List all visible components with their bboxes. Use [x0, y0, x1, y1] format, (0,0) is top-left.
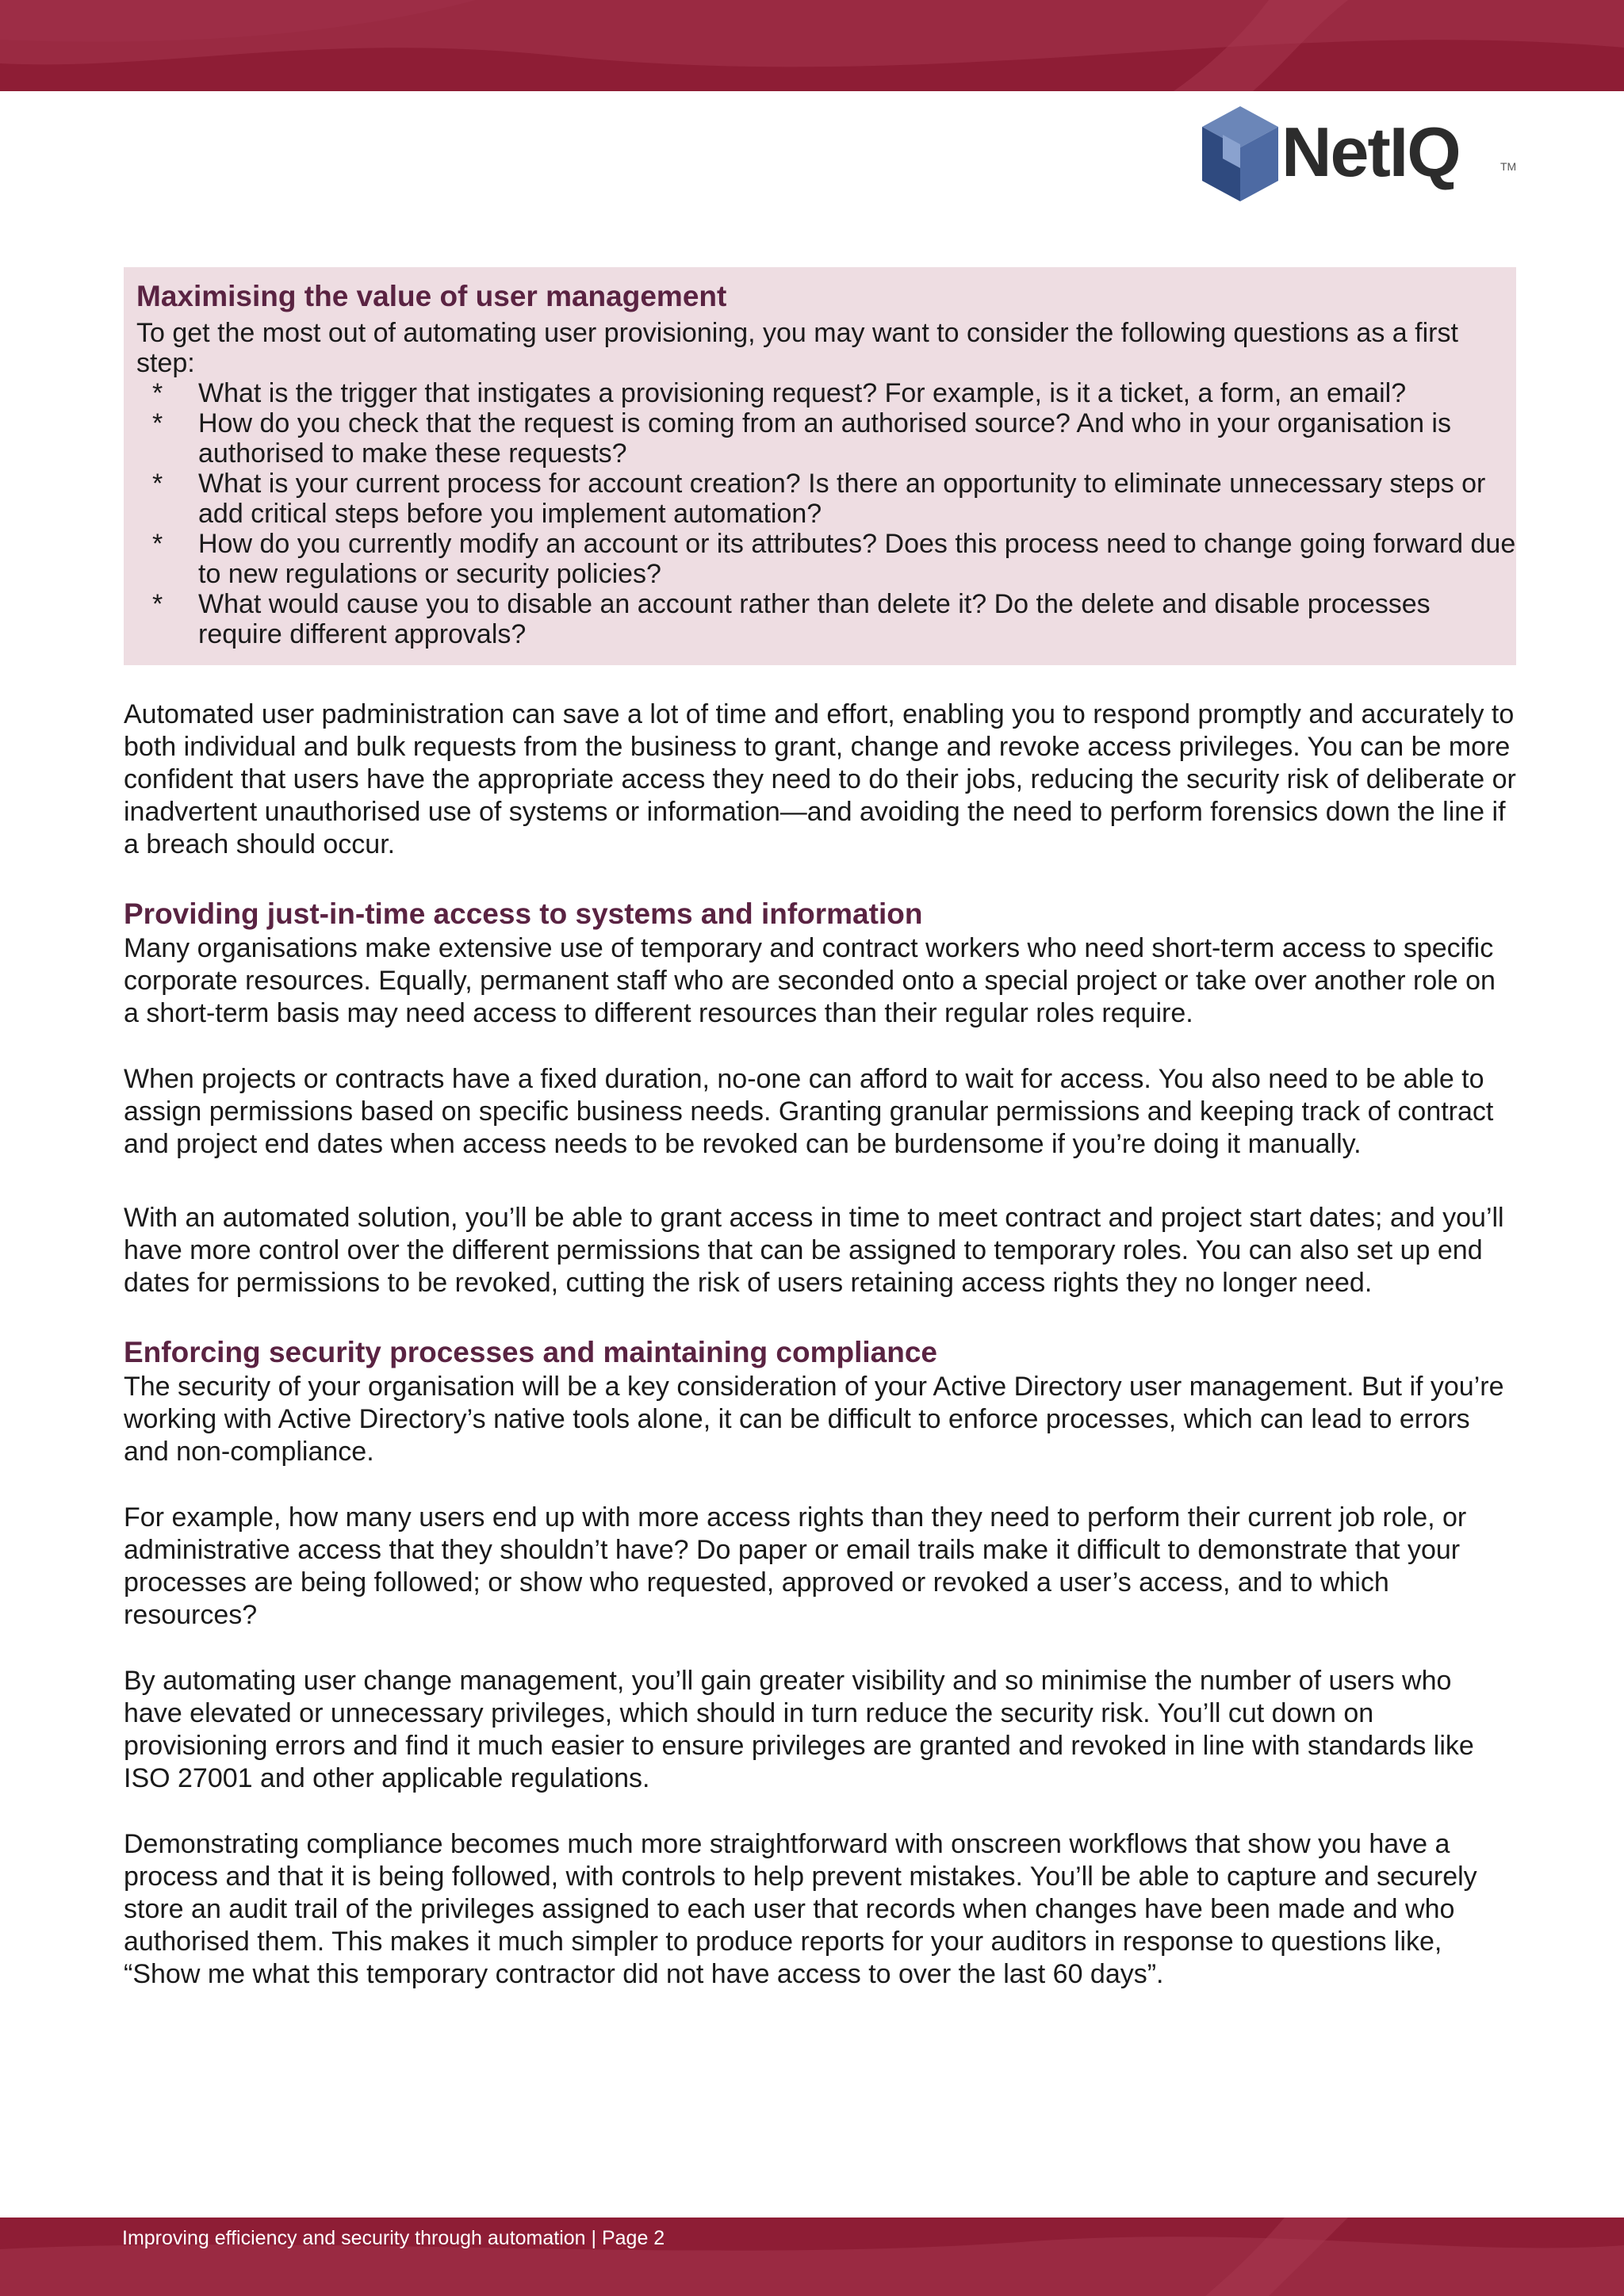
list-item-text: How do you check that the request is coming from an authorised source? And who in your organisation is authorised to make these requests?	[198, 408, 1451, 469]
section2-paragraph-2: For example, how many users end up with more access rights than they need to perform their current job role, or administrative access that they shouldn’t have? Do paper or email trails make it difficult to demonstrate that your processes are being followed; or show who requested, approved or revoked a user’s access, and to which resources?	[124, 1502, 1467, 1630]
page-content	[124, 267, 1516, 1991]
list-item-text: What would cause you to disable an account rather than delete it? Do the delete and disable processes require different approvals?	[198, 589, 1431, 649]
section1-paragraph-3: With an automated solution, you’ll be able to grant access in time to meet contract and project start dates; and you’ll have more control over the different permissions that can be assigned to temporary roles. You can also set up end dates for permissions to be revoked, cutting the risk of users retaining access rights they no longer need.	[124, 1203, 1504, 1298]
list-item-text: What is the trigger that instigates a provisioning request? For example, is it a ticket, a form, an email?	[198, 378, 1407, 408]
footer-page-label: Improving efficiency and security through automation | Page 2	[122, 2227, 665, 2249]
callout-intro: To get the most out of automating user provisioning, you may want to consider the following questions as a first step:	[136, 318, 1458, 378]
callout-box	[124, 267, 1516, 665]
list-item	[136, 589, 1516, 649]
logo-wordmark: NetIQ	[1281, 113, 1460, 191]
bullet-marker: *	[152, 408, 163, 438]
list-item	[136, 408, 1516, 469]
section-heading-access: Providing just-in-time access to systems and information	[124, 897, 923, 930]
bullet-marker: *	[152, 378, 163, 408]
section1-paragraph-2: When projects or contracts have a fixed duration, no-one can afford to wait for access. You also need to be able to assign permissions based on specific business needs. Granting granular permissions and keeping track of contract and project end dates when access needs to be revoked can be burdensome if you’re doing it manually.	[124, 1064, 1494, 1159]
list-item	[136, 378, 1516, 408]
intro-paragraph: Automated user padministration can save a lot of time and effort, enabling you to respond promptly and accurately to both individual and bulk requests from the business to grant, change and revoke access privileges. You can be more confident that users have the appropriate access they need to do their jobs, reducing the security risk of deliberate or inadvertent unauthorised use of systems or information—and avoiding the need to perform forensics down the line if a breach should occur.	[124, 699, 1516, 859]
list-item-text: How do you currently modify an account or its attributes? Does this process need to change going forward due to new regulations or security policies?	[198, 529, 1516, 589]
section1-paragraph-1: Many organisations make extensive use of temporary and contract workers who need short-term access to specific corporate resources. Equally, permanent staff who are seconded onto a special project or take over another role on a short-term basis may need access to different resources than their regular roles require.	[124, 933, 1496, 1028]
callout-list	[136, 378, 1516, 649]
bullet-marker: *	[152, 529, 163, 559]
section2-paragraph-4: Demonstrating compliance becomes much more straightforward with onscreen workflows that show you have a process and that it is being followed, with controls to help prevent mistakes. You’ll be able to capture and securely store an audit trail of the privileges assigned to each user that records when changes have been made and who authorised them. This makes it much simpler to produce reports for your auditors in response to questions like, “Show me what this temporary contractor did not have access to over the last 60 days”.	[124, 1829, 1477, 1989]
netiq-cube-icon	[1199, 105, 1281, 203]
bullet-marker: *	[152, 589, 163, 619]
list-item	[136, 529, 1516, 589]
section2-paragraph-1: The security of your organisation will be a key consideration of your Active Directory user management. But if you’re working with Active Directory’s native tools alone, it can be difficult to enforce processes, which can lead to errors and non-compliance.	[124, 1372, 1504, 1467]
callout-title: Maximising the value of user management	[136, 280, 727, 312]
section2-paragraph-3: By automating user change management, you’ll gain greater visibility and so minimise the number of users who have elevated or unnecessary privileges, which should in turn reduce the security risk. You’ll cut down on provisioning errors and find it much easier to ensure privileges are granted and revoked in line with standards like ISO 27001 and other applicable regulations.	[124, 1666, 1474, 1793]
netiq-logo	[1199, 105, 1519, 205]
list-item-text: What is your current process for account creation? Is there an opportunity to eliminate unnecessary steps or add critical steps before you implement automation?	[198, 469, 1486, 529]
logo-trademark: TM	[1500, 160, 1517, 173]
header-band	[0, 0, 1624, 91]
list-item	[136, 469, 1516, 529]
header-wave-decoration	[0, 0, 1624, 91]
section-heading-security: Enforcing security processes and maintaining compliance	[124, 1336, 938, 1368]
bullet-marker: *	[152, 469, 163, 499]
